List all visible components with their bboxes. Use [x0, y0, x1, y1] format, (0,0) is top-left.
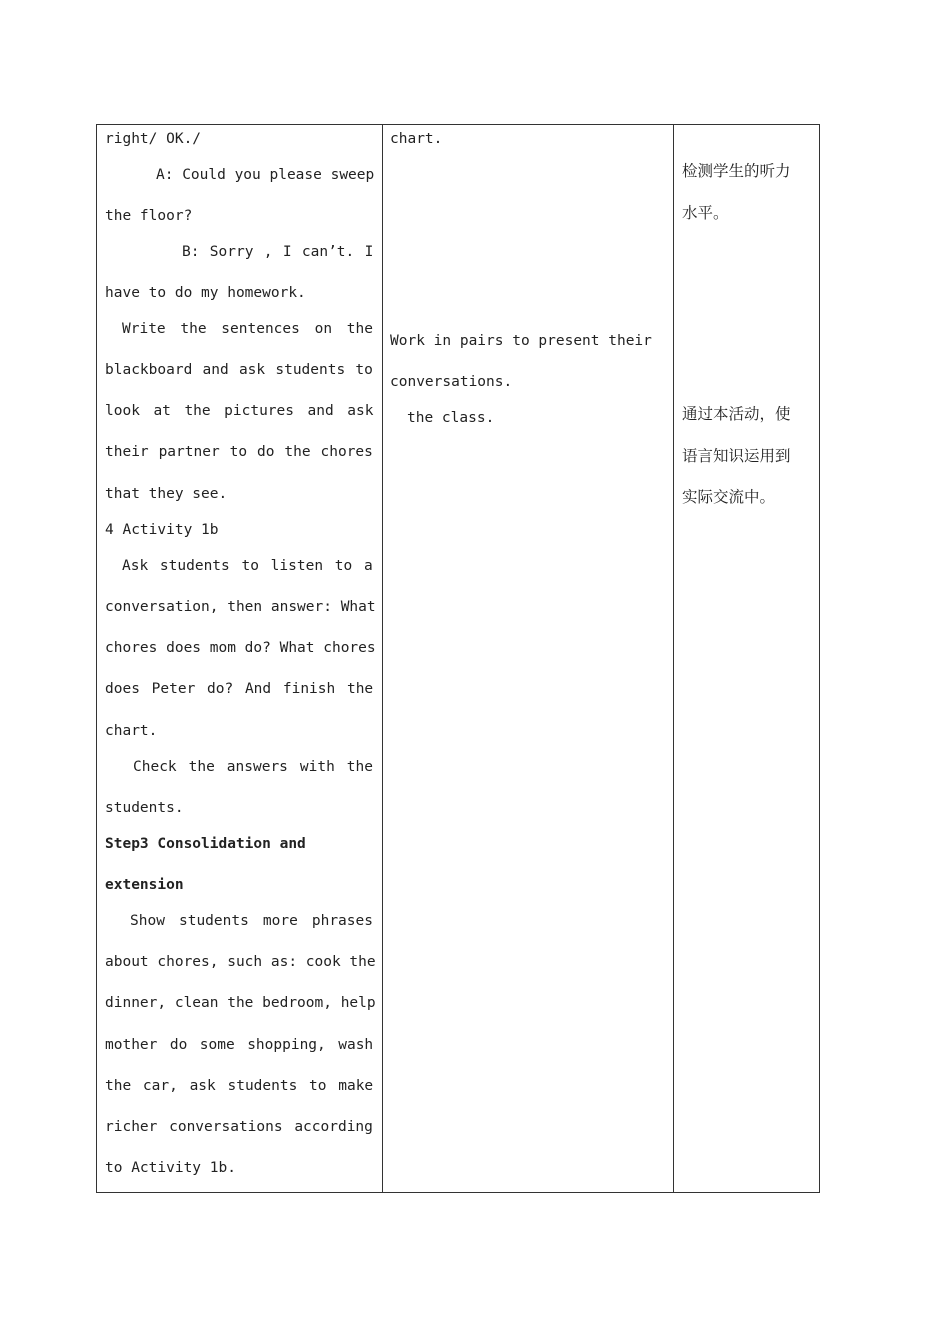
- text-line: have to do my homework.: [105, 285, 306, 301]
- text-line: chores does mom do? What chores: [105, 640, 376, 656]
- design-intent-column: [673, 125, 819, 1192]
- text-line: chart.: [105, 723, 158, 739]
- text-line: 检测学生的听力: [682, 162, 791, 180]
- text-line: about chores, such as: cook the: [105, 954, 376, 970]
- text-line: richer conversations according: [105, 1119, 373, 1135]
- text-line: B: Sorry , I can’t. I: [182, 244, 374, 260]
- text-line: the floor?: [105, 208, 193, 224]
- text-line: A: Could you please sweep: [156, 167, 375, 183]
- text-line: blackboard and ask students to: [105, 362, 373, 378]
- text-line: that they see.: [105, 486, 228, 502]
- text-line: Check the answers with the: [133, 759, 373, 775]
- text-line: the car, ask students to make: [105, 1078, 374, 1094]
- text-line: their partner to do the chores: [105, 444, 373, 460]
- text-line: dinner, clean the bedroom, help: [105, 995, 376, 1011]
- student-activity-column: [382, 125, 673, 1192]
- text-line: chart.: [390, 131, 443, 147]
- teacher-activity-column: [97, 125, 382, 1192]
- text-line: mother do some shopping, wash: [105, 1037, 374, 1053]
- text-line: the class.: [407, 410, 495, 426]
- text-line: Show students more phrases: [130, 913, 373, 929]
- text-line: Ask students to listen to a: [122, 558, 373, 574]
- text-line: conversation, then answer: What: [105, 599, 376, 615]
- text-line: right/ OK./: [105, 131, 202, 147]
- text-line: Write the sentences on the: [122, 321, 373, 337]
- activity-heading: 4 Activity 1b: [105, 522, 219, 538]
- text-line: 水平。: [682, 204, 729, 222]
- text-line: does Peter do? And finish the: [105, 681, 374, 697]
- text-line: conversations.: [390, 374, 513, 390]
- text-line: 通过本活动，使: [682, 405, 791, 423]
- step-heading-continued: extension: [105, 877, 184, 893]
- text-line: 实际交流中。: [682, 488, 776, 506]
- text-line: Work in pairs to present their: [390, 333, 652, 349]
- step-heading: Step3 Consolidation and: [105, 836, 306, 852]
- text-line: to Activity 1b.: [105, 1160, 236, 1176]
- text-line: students.: [105, 800, 184, 816]
- lesson-plan-table: [96, 124, 820, 1193]
- text-line: look at the pictures and ask: [105, 403, 374, 419]
- text-line: 语言知识运用到: [682, 447, 791, 465]
